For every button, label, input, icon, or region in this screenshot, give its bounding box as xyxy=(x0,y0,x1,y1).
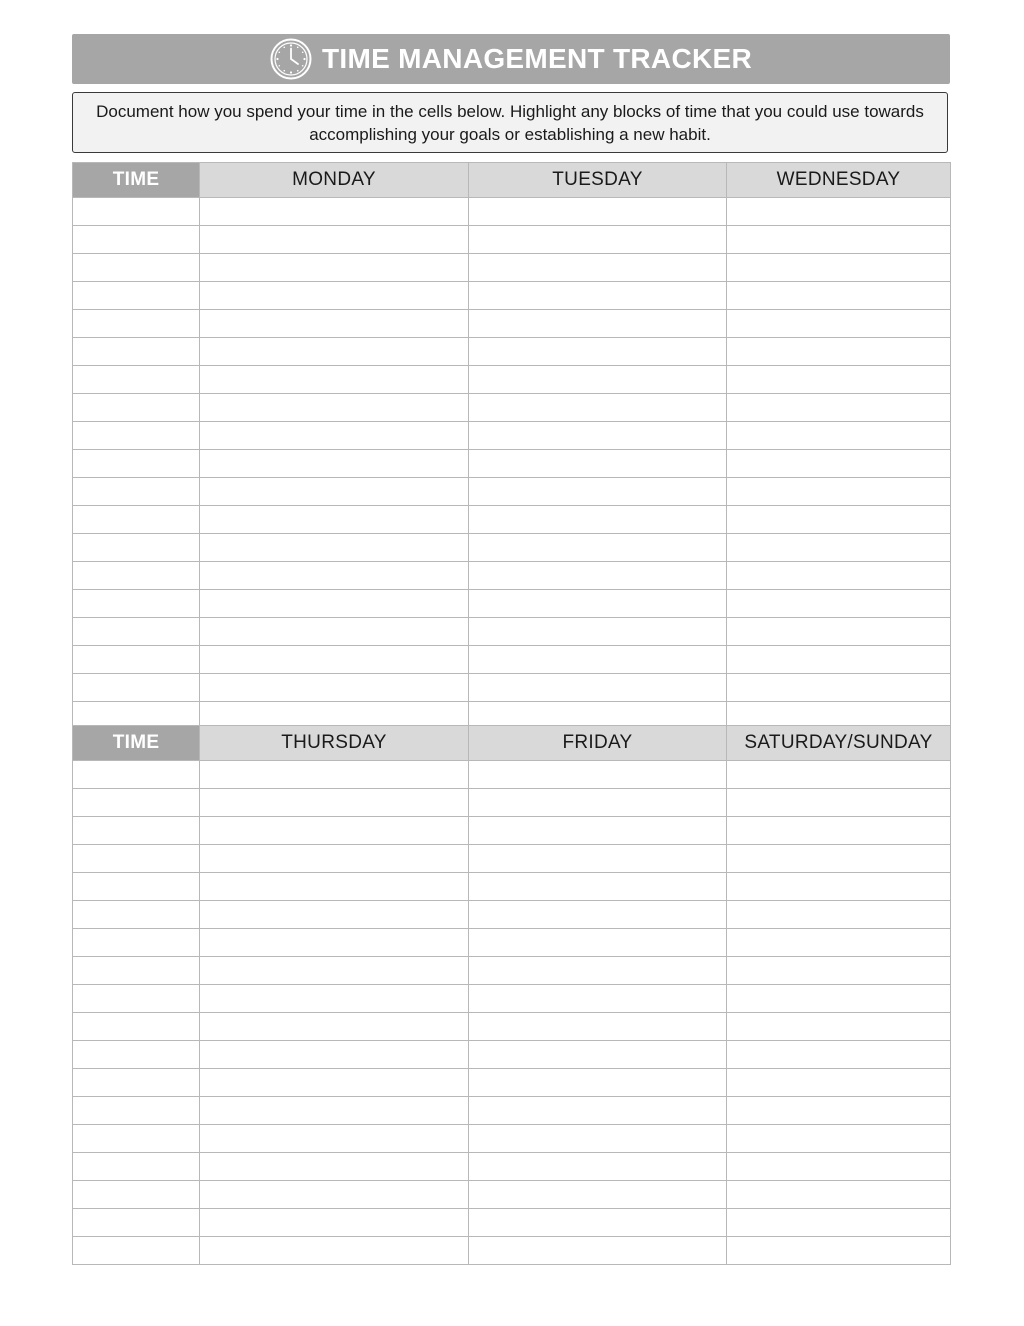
table-row xyxy=(73,198,951,226)
activity-cell[interactable] xyxy=(727,534,951,562)
activity-cell[interactable] xyxy=(200,254,469,282)
activity-cell[interactable] xyxy=(469,674,727,702)
activity-cell[interactable] xyxy=(469,1181,727,1209)
table-row xyxy=(73,478,951,506)
table-row xyxy=(73,985,951,1013)
activity-cell[interactable] xyxy=(727,478,951,506)
activity-cell[interactable] xyxy=(200,422,469,450)
time-cell[interactable] xyxy=(73,1237,200,1265)
activity-cell[interactable] xyxy=(469,1153,727,1181)
activity-cell[interactable] xyxy=(727,646,951,674)
activity-cell[interactable] xyxy=(469,845,727,873)
table-row xyxy=(73,506,951,534)
activity-cell[interactable] xyxy=(200,674,469,702)
time-cell[interactable] xyxy=(73,901,200,929)
activity-cell[interactable] xyxy=(200,1181,469,1209)
activity-cell[interactable] xyxy=(727,226,951,254)
time-column-header: TIME xyxy=(73,726,200,761)
activity-cell[interactable] xyxy=(469,817,727,845)
time-cell[interactable] xyxy=(73,618,200,646)
activity-cell[interactable] xyxy=(200,1125,469,1153)
table-row xyxy=(73,1209,951,1237)
activity-cell[interactable] xyxy=(469,282,727,310)
time-cell[interactable] xyxy=(73,1069,200,1097)
table-body-bottom xyxy=(73,761,951,1265)
activity-cell[interactable] xyxy=(727,1237,951,1265)
time-cell[interactable] xyxy=(73,534,200,562)
table-row xyxy=(73,1013,951,1041)
table-row xyxy=(73,1237,951,1265)
table-row xyxy=(73,1153,951,1181)
time-cell[interactable] xyxy=(73,450,200,478)
activity-cell[interactable] xyxy=(727,1153,951,1181)
activity-cell[interactable] xyxy=(469,646,727,674)
activity-cell[interactable] xyxy=(200,394,469,422)
time-cell[interactable] xyxy=(73,226,200,254)
table-row xyxy=(73,674,951,702)
activity-cell[interactable] xyxy=(469,1237,727,1265)
tracker-table-weekdays-2 xyxy=(72,725,951,1265)
table-row xyxy=(73,618,951,646)
activity-cell[interactable] xyxy=(469,873,727,901)
time-cell[interactable] xyxy=(73,394,200,422)
activity-cell[interactable] xyxy=(200,506,469,534)
activity-cell[interactable] xyxy=(469,985,727,1013)
activity-cell[interactable] xyxy=(727,1181,951,1209)
time-cell[interactable] xyxy=(73,1125,200,1153)
activity-cell[interactable] xyxy=(469,198,727,226)
activity-cell[interactable] xyxy=(200,534,469,562)
table-row xyxy=(73,929,951,957)
activity-cell[interactable] xyxy=(727,761,951,789)
activity-cell[interactable] xyxy=(727,590,951,618)
activity-cell[interactable] xyxy=(469,929,727,957)
time-cell[interactable] xyxy=(73,985,200,1013)
day-header-wednesday: WEDNESDAY xyxy=(727,163,951,198)
activity-cell[interactable] xyxy=(200,618,469,646)
activity-cell[interactable] xyxy=(727,254,951,282)
instructions-box xyxy=(72,92,948,153)
activity-cell[interactable] xyxy=(727,1209,951,1237)
activity-cell[interactable] xyxy=(727,1041,951,1069)
activity-cell[interactable] xyxy=(200,1041,469,1069)
time-cell[interactable] xyxy=(73,1153,200,1181)
activity-cell[interactable] xyxy=(727,366,951,394)
time-cell[interactable] xyxy=(73,562,200,590)
activity-cell[interactable] xyxy=(200,873,469,901)
activity-cell[interactable] xyxy=(200,478,469,506)
activity-cell[interactable] xyxy=(200,1069,469,1097)
time-cell[interactable] xyxy=(73,789,200,817)
activity-cell[interactable] xyxy=(200,590,469,618)
table-row xyxy=(73,1041,951,1069)
table-row xyxy=(73,366,951,394)
day-header-saturday-sunday: SATURDAY/SUNDAY xyxy=(727,726,951,761)
table-row xyxy=(73,845,951,873)
activity-cell[interactable] xyxy=(200,957,469,985)
clock-icon xyxy=(270,38,312,80)
activity-cell[interactable] xyxy=(727,506,951,534)
table-row xyxy=(73,254,951,282)
activity-cell[interactable] xyxy=(469,534,727,562)
table-body-top xyxy=(73,198,951,730)
table-row xyxy=(73,534,951,562)
time-cell[interactable] xyxy=(73,254,200,282)
table-row xyxy=(73,226,951,254)
activity-cell[interactable] xyxy=(469,957,727,985)
activity-cell[interactable] xyxy=(200,985,469,1013)
activity-cell[interactable] xyxy=(469,310,727,338)
activity-cell[interactable] xyxy=(469,590,727,618)
activity-cell[interactable] xyxy=(200,789,469,817)
time-cell[interactable] xyxy=(73,310,200,338)
activity-cell[interactable] xyxy=(469,1013,727,1041)
activity-cell[interactable] xyxy=(727,310,951,338)
activity-cell[interactable] xyxy=(727,562,951,590)
table-row xyxy=(73,450,951,478)
activity-cell[interactable] xyxy=(469,1125,727,1153)
activity-cell[interactable] xyxy=(727,901,951,929)
time-cell[interactable] xyxy=(73,845,200,873)
activity-cell[interactable] xyxy=(727,1069,951,1097)
activity-cell[interactable] xyxy=(727,338,951,366)
table-row xyxy=(73,1069,951,1097)
activity-cell[interactable] xyxy=(727,1013,951,1041)
table-row xyxy=(73,901,951,929)
header-row xyxy=(73,726,951,761)
time-cell[interactable] xyxy=(73,674,200,702)
activity-cell[interactable] xyxy=(469,789,727,817)
time-cell[interactable] xyxy=(73,366,200,394)
time-cell[interactable] xyxy=(73,957,200,985)
table-row xyxy=(73,422,951,450)
activity-cell[interactable] xyxy=(727,394,951,422)
table-row xyxy=(73,789,951,817)
activity-cell[interactable] xyxy=(200,1153,469,1181)
table-row xyxy=(73,646,951,674)
activity-cell[interactable] xyxy=(727,198,951,226)
activity-cell[interactable] xyxy=(200,817,469,845)
activity-cell[interactable] xyxy=(727,957,951,985)
time-cell[interactable] xyxy=(73,282,200,310)
table-row xyxy=(73,817,951,845)
instructions-text: Document how you spend your time in the cells below. Highlight any blocks of time that you could use towards accomplishing your goals or establishing a new habit. xyxy=(96,102,924,144)
table-row xyxy=(73,1125,951,1153)
day-header-thursday: THURSDAY xyxy=(200,726,469,761)
activity-cell[interactable] xyxy=(469,1097,727,1125)
activity-cell[interactable] xyxy=(727,929,951,957)
activity-cell[interactable] xyxy=(200,450,469,478)
activity-cell[interactable] xyxy=(200,929,469,957)
time-cell[interactable] xyxy=(73,422,200,450)
activity-cell[interactable] xyxy=(727,817,951,845)
activity-cell[interactable] xyxy=(200,366,469,394)
activity-cell[interactable] xyxy=(469,226,727,254)
table-row xyxy=(73,761,951,789)
activity-cell[interactable] xyxy=(469,338,727,366)
time-cell[interactable] xyxy=(73,1097,200,1125)
activity-cell[interactable] xyxy=(727,985,951,1013)
activity-cell[interactable] xyxy=(727,1125,951,1153)
table-row xyxy=(73,873,951,901)
activity-cell[interactable] xyxy=(200,646,469,674)
activity-cell[interactable] xyxy=(727,789,951,817)
table-row xyxy=(73,310,951,338)
time-cell[interactable] xyxy=(73,478,200,506)
activity-cell[interactable] xyxy=(469,1209,727,1237)
activity-cell[interactable] xyxy=(469,366,727,394)
table-row xyxy=(73,1097,951,1125)
activity-cell[interactable] xyxy=(200,198,469,226)
table-row xyxy=(73,394,951,422)
activity-cell[interactable] xyxy=(200,562,469,590)
activity-cell[interactable] xyxy=(469,562,727,590)
activity-cell[interactable] xyxy=(469,1041,727,1069)
page-title: TIME MANAGEMENT TRACKER xyxy=(322,43,752,74)
day-header-monday: MONDAY xyxy=(200,163,469,198)
activity-cell[interactable] xyxy=(469,394,727,422)
time-cell[interactable] xyxy=(73,1181,200,1209)
time-cell[interactable] xyxy=(73,646,200,674)
time-cell[interactable] xyxy=(73,1209,200,1237)
activity-cell[interactable] xyxy=(200,338,469,366)
activity-cell[interactable] xyxy=(727,282,951,310)
activity-cell[interactable] xyxy=(200,901,469,929)
time-cell[interactable] xyxy=(73,338,200,366)
activity-cell[interactable] xyxy=(469,618,727,646)
tracker-table-weekdays-1 xyxy=(72,162,951,730)
activity-cell[interactable] xyxy=(469,254,727,282)
activity-cell[interactable] xyxy=(727,1097,951,1125)
table-row xyxy=(73,562,951,590)
table-row xyxy=(73,338,951,366)
time-cell[interactable] xyxy=(73,1013,200,1041)
time-column-header: TIME xyxy=(73,163,200,198)
activity-cell[interactable] xyxy=(469,506,727,534)
day-header-tuesday: TUESDAY xyxy=(469,163,727,198)
time-cell[interactable] xyxy=(73,761,200,789)
activity-cell[interactable] xyxy=(200,1237,469,1265)
header-row xyxy=(73,163,951,198)
time-cell[interactable] xyxy=(73,817,200,845)
table-row xyxy=(73,1181,951,1209)
time-cell[interactable] xyxy=(73,929,200,957)
activity-cell[interactable] xyxy=(727,618,951,646)
table-row xyxy=(73,957,951,985)
activity-cell[interactable] xyxy=(200,282,469,310)
activity-cell[interactable] xyxy=(469,761,727,789)
activity-cell[interactable] xyxy=(727,873,951,901)
activity-cell[interactable] xyxy=(727,450,951,478)
activity-cell[interactable] xyxy=(200,226,469,254)
table-row xyxy=(73,590,951,618)
activity-cell[interactable] xyxy=(200,310,469,338)
activity-cell[interactable] xyxy=(200,1209,469,1237)
activity-cell[interactable] xyxy=(200,845,469,873)
time-cell[interactable] xyxy=(73,1041,200,1069)
activity-cell[interactable] xyxy=(469,1069,727,1097)
time-cell[interactable] xyxy=(73,590,200,618)
time-cell[interactable] xyxy=(73,873,200,901)
activity-cell[interactable] xyxy=(727,674,951,702)
time-cell[interactable] xyxy=(73,506,200,534)
activity-cell[interactable] xyxy=(727,422,951,450)
activity-cell[interactable] xyxy=(469,478,727,506)
activity-cell[interactable] xyxy=(200,1013,469,1041)
activity-cell[interactable] xyxy=(200,1097,469,1125)
activity-cell[interactable] xyxy=(469,422,727,450)
time-cell[interactable] xyxy=(73,198,200,226)
table-row xyxy=(73,282,951,310)
activity-cell[interactable] xyxy=(469,450,727,478)
day-header-friday: FRIDAY xyxy=(469,726,727,761)
activity-cell[interactable] xyxy=(200,761,469,789)
activity-cell[interactable] xyxy=(469,901,727,929)
activity-cell[interactable] xyxy=(727,845,951,873)
title-banner xyxy=(72,34,950,84)
